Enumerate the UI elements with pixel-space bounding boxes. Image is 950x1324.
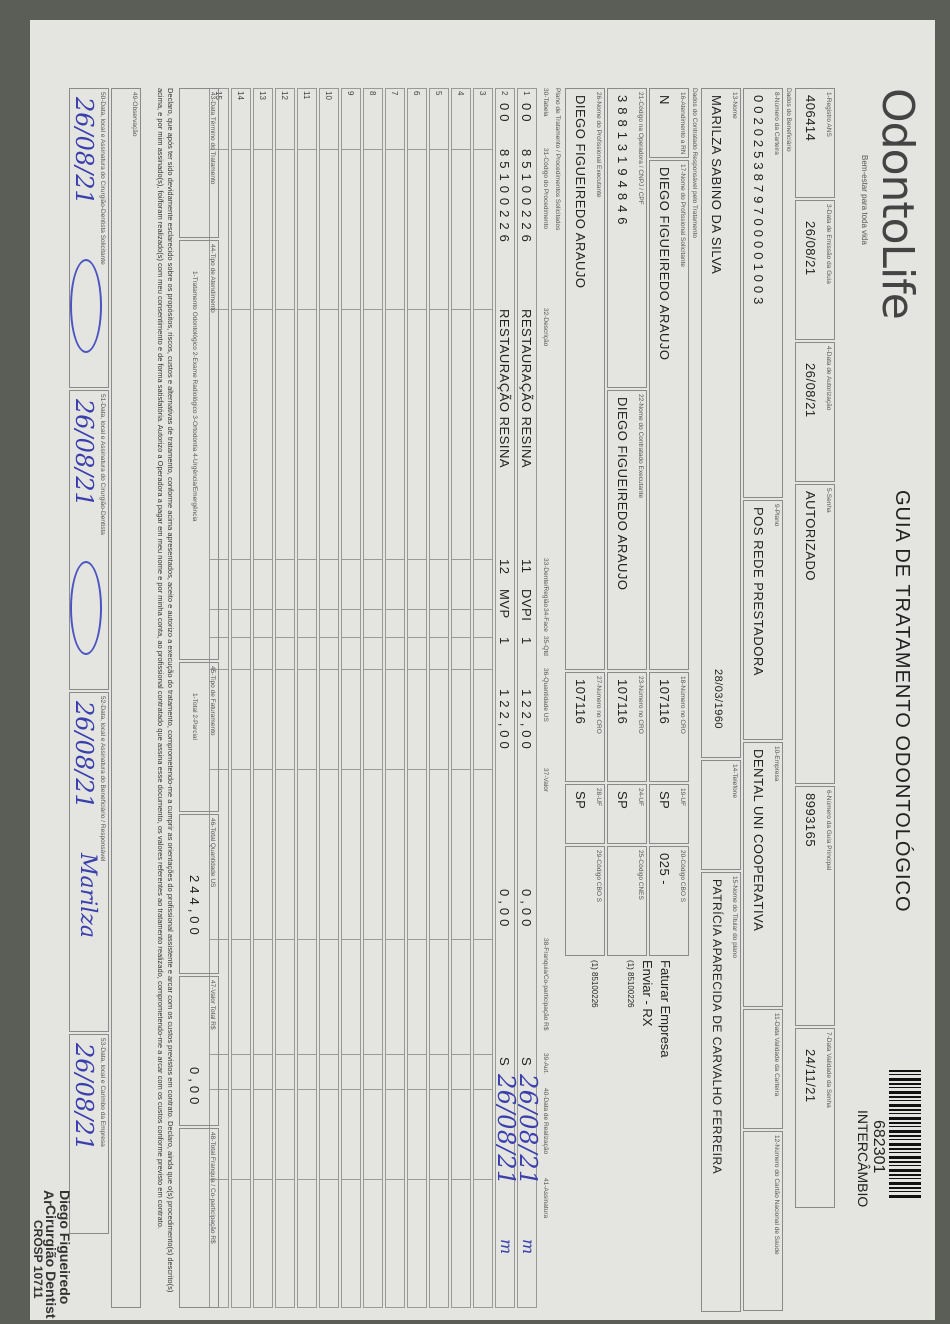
row2-signature: m [497, 1239, 516, 1255]
row-cell-divider [408, 1179, 426, 1180]
stamp-line-3: CROSP 10711 [31, 1220, 45, 1299]
row-cell-divider [320, 637, 338, 638]
row-cell-divider [320, 1179, 338, 1180]
procedure-row-empty [275, 88, 295, 1308]
row-cell-divider [342, 1179, 360, 1180]
row-number: 6 [412, 91, 421, 96]
patient-name: MARILZA SABINO DA SILVA [709, 95, 724, 275]
row-cell-divider [386, 609, 404, 610]
row-cell-divider [364, 1089, 382, 1090]
row-cell-divider [386, 637, 404, 638]
procedure-row-1: 1 00 85100226 RESTAURAÇÃO RESINA 11 DVPI 1 122,00 0,00 S 26/08/21 m [517, 88, 537, 1308]
row-cell-divider [320, 1089, 338, 1090]
sig53-date: 26/08/21 [70, 1043, 98, 1151]
row-cell-divider [386, 769, 404, 770]
row-cell-divider [430, 1089, 448, 1090]
row-cell-divider [276, 149, 294, 150]
row-cell-divider [452, 769, 470, 770]
row-cell-divider [298, 669, 316, 670]
row-cell-divider [232, 939, 250, 940]
row1-date-handwritten: 26/08/21 [514, 1074, 542, 1186]
section-beneficiario: Dados do Beneficiário [785, 88, 792, 152]
procedure-row-2: 2 00 85100226 RESTAURAÇÃO RESINA 12 MVP 1 122,00 0,00 S 26/08/21 m [495, 88, 515, 1308]
field-uf-2: 24-UF SP [607, 784, 647, 844]
row-cell-divider [298, 309, 316, 310]
row-cell-divider [364, 769, 382, 770]
row-cell-divider [342, 149, 360, 150]
guide-sheet [30, 20, 935, 1320]
row-cell-divider [276, 1089, 294, 1090]
field-total-us: 46-Total Quantidade US 244,00 [179, 814, 219, 974]
procedure-headers: 30-Tabela 31-Código do Procedimento 32-Descrição 33-Dente/Região 34-Face 35-Qtd 36-Quantidade US 37-Valor 38-Franquia/Co-participação R$ 39-Aut. 40-Data de Realização 41-Assinatura [542, 88, 549, 1219]
row-cell-divider [276, 769, 294, 770]
ans-value: 406414 [803, 95, 818, 142]
row-cell-divider [364, 559, 382, 560]
row-cell-divider [474, 1179, 492, 1180]
row-cell-divider [232, 1089, 250, 1090]
field-auth-date: 4-Data de Autorização 26/08/21 [795, 342, 835, 482]
row-cell-divider [474, 559, 492, 560]
row-cell-divider [254, 1089, 272, 1090]
row-cell-divider [364, 939, 382, 940]
row-cell-divider [342, 769, 360, 770]
guide-number: 682301 [870, 1120, 887, 1174]
row-cell-divider [430, 769, 448, 770]
field-uf-1: 19-UF SP [649, 784, 689, 844]
row-cell-divider [430, 637, 448, 638]
main-guide-value: 8993165 [803, 793, 818, 848]
row-cell-divider [298, 1179, 316, 1180]
row-cell-divider [298, 149, 316, 150]
row-cell-divider [276, 1179, 294, 1180]
row-cell-divider [386, 309, 404, 310]
field-cbo-1: 20-Código CBO S 025 - [649, 846, 689, 956]
row-cell-divider [430, 609, 448, 610]
row-cell-divider [254, 637, 272, 638]
row-cell-divider [298, 1089, 316, 1090]
row-number: 14 [236, 91, 245, 100]
row-cell-divider [452, 149, 470, 150]
row-cell-divider [232, 1054, 250, 1055]
field-prof-executante: 26-Nome do Profissional Executante DIEGO FIGUEIREDO ARAUJO [565, 88, 605, 670]
field-card-number: 8-Número da Carteira 0020253879700001003 [743, 88, 783, 498]
row-cell-divider [474, 669, 492, 670]
executante-value: DIEGO FIGUEIREDO ARAUJO [615, 397, 630, 591]
row-cell-divider [474, 637, 492, 638]
row-cell-divider [342, 309, 360, 310]
row-cell-divider [386, 1179, 404, 1180]
row-cell-divider [408, 609, 426, 610]
row-cell-divider [276, 309, 294, 310]
odontolife-logo: OdontoLife [872, 88, 923, 319]
section-contratado: Dados do Contratado Responsável pelo Tratamento [691, 88, 698, 238]
barcode [889, 1070, 921, 1200]
titular-value: PATRÍCIA APARECIDA DE CARVALHO FERREIRA [710, 879, 724, 1175]
cbo-note-1: (1) 85100226 [626, 960, 635, 1008]
row-cell-divider [298, 637, 316, 638]
row-cell-divider [408, 939, 426, 940]
row-cell-divider [474, 939, 492, 940]
row-cell-divider [276, 637, 294, 638]
row-cell-divider [254, 769, 272, 770]
row-cell-divider [386, 1054, 404, 1055]
row-number: 5 [434, 91, 443, 96]
row-cell-divider [298, 1054, 316, 1055]
row-cell-divider [320, 149, 338, 150]
row-cell-divider [430, 309, 448, 310]
field-cro-2: 23-Número no CRO 107116 [607, 672, 647, 782]
row-cell-divider [386, 559, 404, 560]
field-telefone: 14-Telefone [701, 760, 741, 870]
row-cell-divider [298, 559, 316, 560]
row-cell-divider [430, 559, 448, 560]
row-cell-divider [276, 609, 294, 610]
row-cell-divider [254, 309, 272, 310]
field-nome: 13-Nome MARILZA SABINO DA SILVA 28/03/1960 [701, 88, 741, 758]
signature-cirurgiao: 51-Data, local e Assinatura do Cirurgião-Dentista 26/08/21 [69, 390, 109, 690]
procedure-row-empty [451, 88, 471, 1308]
row-number: 8 [368, 91, 377, 96]
procedure-row-empty [385, 88, 405, 1308]
sig52-date: 26/08/21 [70, 701, 98, 809]
field-rn: 16-Atendimento a RN N [649, 88, 689, 158]
row-cell-divider [232, 609, 250, 610]
row-number: 9 [346, 91, 355, 96]
row-cell-divider [298, 769, 316, 770]
field-cro-3: 27-Número no CRO 107116 [565, 672, 605, 782]
row-cell-divider [386, 669, 404, 670]
field-ans: 1-Registro ANS 406414 [795, 88, 835, 198]
field-cns: 12-Número do Cartão Nacional de Saúde [743, 1131, 783, 1311]
prof-executante-value: DIEGO FIGUEIREDO ARAUJO [573, 95, 588, 289]
field-issue-date: 3-Data de Emissão da Guia 26/08/21 [795, 200, 835, 340]
row-cell-divider [276, 939, 294, 940]
total-us-value: 244,00 [187, 875, 202, 939]
row-cell-divider [474, 769, 492, 770]
cpf-value: 38813194846 [615, 95, 630, 230]
row-cell-divider [276, 559, 294, 560]
field-plano: 9-Plano POS REDE PRESTADORA [743, 500, 783, 740]
senha-validity-value: 24/11/21 [803, 1049, 818, 1103]
cbo-note-2: (1) 85100226 [590, 960, 599, 1008]
page-title: GUIA DE TRATAMENTO ODONTOLÓGICO [891, 490, 913, 913]
row-cell-divider [408, 309, 426, 310]
note-faturar: Faturar Empresa [658, 960, 673, 1058]
row-cell-divider [320, 309, 338, 310]
procedure-row-empty [319, 88, 339, 1308]
row-cell-divider [320, 559, 338, 560]
row-number: 12 [280, 91, 289, 100]
field-uf-3: 28-UF SP [565, 784, 605, 844]
field-card-validity: 11-Data Validade da Carteira [743, 1009, 783, 1129]
row-cell-divider [386, 1089, 404, 1090]
row-cell-divider [474, 609, 492, 610]
row-cell-divider [474, 1089, 492, 1090]
row-cell-divider [452, 309, 470, 310]
row-cell-divider [320, 939, 338, 940]
empresa-value: DENTAL UNI COOPERATIVA [751, 749, 766, 932]
rotated-form [30, 20, 935, 1320]
field-titular: 15-Nome do Titular do plano PATRÍCIA APARECIDA DE CARVALHO FERREIRA [701, 872, 741, 1312]
field-senha: 5-Senha AUTORIZADO [795, 484, 835, 784]
row-cell-divider [452, 1089, 470, 1090]
row-cell-divider [408, 1089, 426, 1090]
row-cell-divider [298, 939, 316, 940]
solicitante-value: DIEGO FIGUEIREDO ARAUJO [657, 167, 672, 361]
signature-mark [70, 561, 102, 655]
card-number-value: 0020253879700001003 [751, 95, 766, 309]
row-cell-divider [408, 149, 426, 150]
note-enviar: Enviar - RX [640, 960, 655, 1027]
row-cell-divider [232, 149, 250, 150]
row-cell-divider [254, 1054, 272, 1055]
row-cell-divider [342, 1054, 360, 1055]
row-cell-divider [408, 669, 426, 670]
procedure-row-empty [297, 88, 317, 1308]
field-executante: 22-Nome do Contratado Executante DIEGO FIGUEIREDO ARAUJO [607, 390, 647, 670]
row-cell-divider [452, 637, 470, 638]
guide-type: INTERCÂMBIO [855, 1110, 871, 1208]
row-cell-divider [364, 149, 382, 150]
row1-signature: m [519, 1239, 538, 1255]
stamp-line-2: Cirurgião Dentist [43, 1205, 59, 1319]
row-cell-divider [364, 637, 382, 638]
signature-beneficiario: 52-Data, local e Assinatura do Beneficiário / Responsável 26/08/21 Marilza [69, 692, 109, 1032]
row-cell-divider [232, 669, 250, 670]
sig51-date: 26/08/21 [70, 399, 98, 507]
section-procedimentos: Plano de Tratamento / Procedimentos Solicitados [554, 88, 561, 231]
procedure-row-empty [429, 88, 449, 1308]
row-cell-divider [254, 939, 272, 940]
row-number: 11 [302, 91, 311, 100]
row-cell-divider [342, 669, 360, 670]
row-cell-divider [364, 609, 382, 610]
row-number: 7 [390, 91, 399, 96]
row-cell-divider [364, 669, 382, 670]
field-cnes: 25-Código CNES [607, 846, 647, 956]
row-cell-divider [298, 609, 316, 610]
field-cro-1: 18-Número no CRO 107116 [649, 672, 689, 782]
procedure-row-empty [231, 88, 251, 1308]
row-cell-divider [430, 1054, 448, 1055]
row-cell-divider [430, 669, 448, 670]
row-cell-divider [254, 669, 272, 670]
row-cell-divider [408, 637, 426, 638]
row-cell-divider [364, 309, 382, 310]
field-observation: 49-Observação [111, 88, 141, 1308]
procedure-row-empty [473, 88, 493, 1308]
row-cell-divider [474, 1054, 492, 1055]
row-number: 13 [258, 91, 267, 100]
row-cell-divider [254, 149, 272, 150]
row-cell-divider [320, 669, 338, 670]
row-cell-divider [474, 309, 492, 310]
row-cell-divider [232, 309, 250, 310]
total-value: 0,00 [187, 1067, 202, 1109]
row-cell-divider [342, 637, 360, 638]
row-cell-divider [232, 769, 250, 770]
procedure-row-empty [363, 88, 383, 1308]
row2-date-handwritten: 26/08/21 [492, 1074, 520, 1186]
row-cell-divider [254, 609, 272, 610]
row-cell-divider [364, 1179, 382, 1180]
row-cell-divider [320, 1054, 338, 1055]
field-empresa: 10-Empresa DENTAL UNI COOPERATIVA [743, 742, 783, 1007]
row-cell-divider [386, 149, 404, 150]
row-cell-divider [452, 669, 470, 670]
row-cell-divider [452, 939, 470, 940]
logo-tagline: Bem-estar para toda vida [860, 155, 869, 245]
row-number: 15 [214, 91, 223, 100]
row-cell-divider [408, 769, 426, 770]
senha-value: AUTORIZADO [803, 491, 818, 581]
row-cell-divider [342, 559, 360, 560]
row-cell-divider [364, 1054, 382, 1055]
procedure-row-empty [407, 88, 427, 1308]
field-cbo-2: 29-Código CBO S [565, 846, 605, 956]
row-cell-divider [452, 609, 470, 610]
row-cell-divider [232, 637, 250, 638]
plano-value: POS REDE PRESTADORA [751, 507, 766, 676]
row-cell-divider [276, 669, 294, 670]
row-cell-divider [474, 149, 492, 150]
row-cell-divider [430, 1179, 448, 1180]
stamp-line-1: Diego Figueiredo Ar [41, 1190, 73, 1305]
row-cell-divider [430, 149, 448, 150]
row-cell-divider [320, 609, 338, 610]
birth-date: 28/03/1960 [712, 669, 724, 730]
row-cell-divider [232, 1179, 250, 1180]
procedure-row-empty [341, 88, 361, 1308]
row-cell-divider [386, 939, 404, 940]
row-cell-divider [452, 1054, 470, 1055]
row-cell-divider [254, 1179, 272, 1180]
row-cell-divider [232, 559, 250, 560]
row-cell-divider [408, 1054, 426, 1055]
row-cell-divider [342, 939, 360, 940]
procedure-row-empty [253, 88, 273, 1308]
signature-solicitante: 50-Data, local e Assinatura do Cirurgião-Dentista Solicitante 26/08/21 [69, 88, 109, 388]
beneficiary-signature: Marilza [75, 853, 100, 938]
field-senha-validity: 7-Data Validade da Senha 24/11/21 [795, 1028, 835, 1208]
row-cell-divider [452, 1179, 470, 1180]
field-end-date: 43-Data Término do Tratamento [179, 88, 219, 238]
row-number: 4 [456, 91, 465, 96]
signature-empresa: 53-Data, local e Carimbo da Empresa 26/08/21 [69, 1034, 109, 1234]
row-cell-divider [320, 769, 338, 770]
field-cpf: 21-Código na Operadora / CNPJ / CPF 38813194846 [607, 88, 647, 388]
row-cell-divider [452, 559, 470, 560]
row-cell-divider [408, 559, 426, 560]
field-total-franquia: 48-Total Franquia / Co-participação R$ [179, 1128, 219, 1308]
row-cell-divider [342, 609, 360, 610]
declaration-text: Declaro, que após ter sido devidamente esclarecido sobre os propósitos, riscos, custos e alternativas de tratamento, conforme acima apresentados, aceito e autorizo a execução do tratamento, comprometendo-me a cumprir as orientações do profissional assistente e arcar com os custos previstos em contrato. Declaro, ainda que o(s) procedimento(s) descrito(s) acima, e por mim assinado(s), foi/foram realizado(s) com meu consentimento e de forma satisfatória. Autorizo a Operadora a pagar em meu nome e por minha conta, ao profissional contratado que assina esse documento, os valores referentes ao tratamento realizado, comprometendo-me a arcar com os custos conforme previsto em contrato. [156, 88, 175, 1293]
field-main-guide: 6-Número da Guia Principal 8993165 [795, 786, 835, 1026]
field-billing-type: 45-Tipo de Faturamento 1-Total 2-Parcial [179, 662, 219, 812]
field-solicitante: 17-Nome do Profissional Solicitante DIEGO FIGUEIREDO ARAUJO [649, 160, 689, 670]
auth-date-value: 26/08/21 [803, 363, 818, 418]
field-total-value: 47-Valor Total R$ 0,00 [179, 976, 219, 1126]
field-attendance-type: 44-Tipo de Atendimento 1-Tratamento Odontológico 2-Exame Radiológico 3-Ortodontia 4-Urgência/Emergência [179, 240, 219, 660]
row-number: 3 [478, 91, 487, 96]
row-cell-divider [254, 559, 272, 560]
row-number: 10 [324, 91, 333, 100]
issue-date-value: 26/08/21 [803, 221, 818, 276]
row-cell-divider [276, 1054, 294, 1055]
row-cell-divider [430, 939, 448, 940]
sig50-date: 26/08/21 [70, 97, 98, 205]
row-cell-divider [342, 1089, 360, 1090]
signature-mark [70, 259, 102, 353]
